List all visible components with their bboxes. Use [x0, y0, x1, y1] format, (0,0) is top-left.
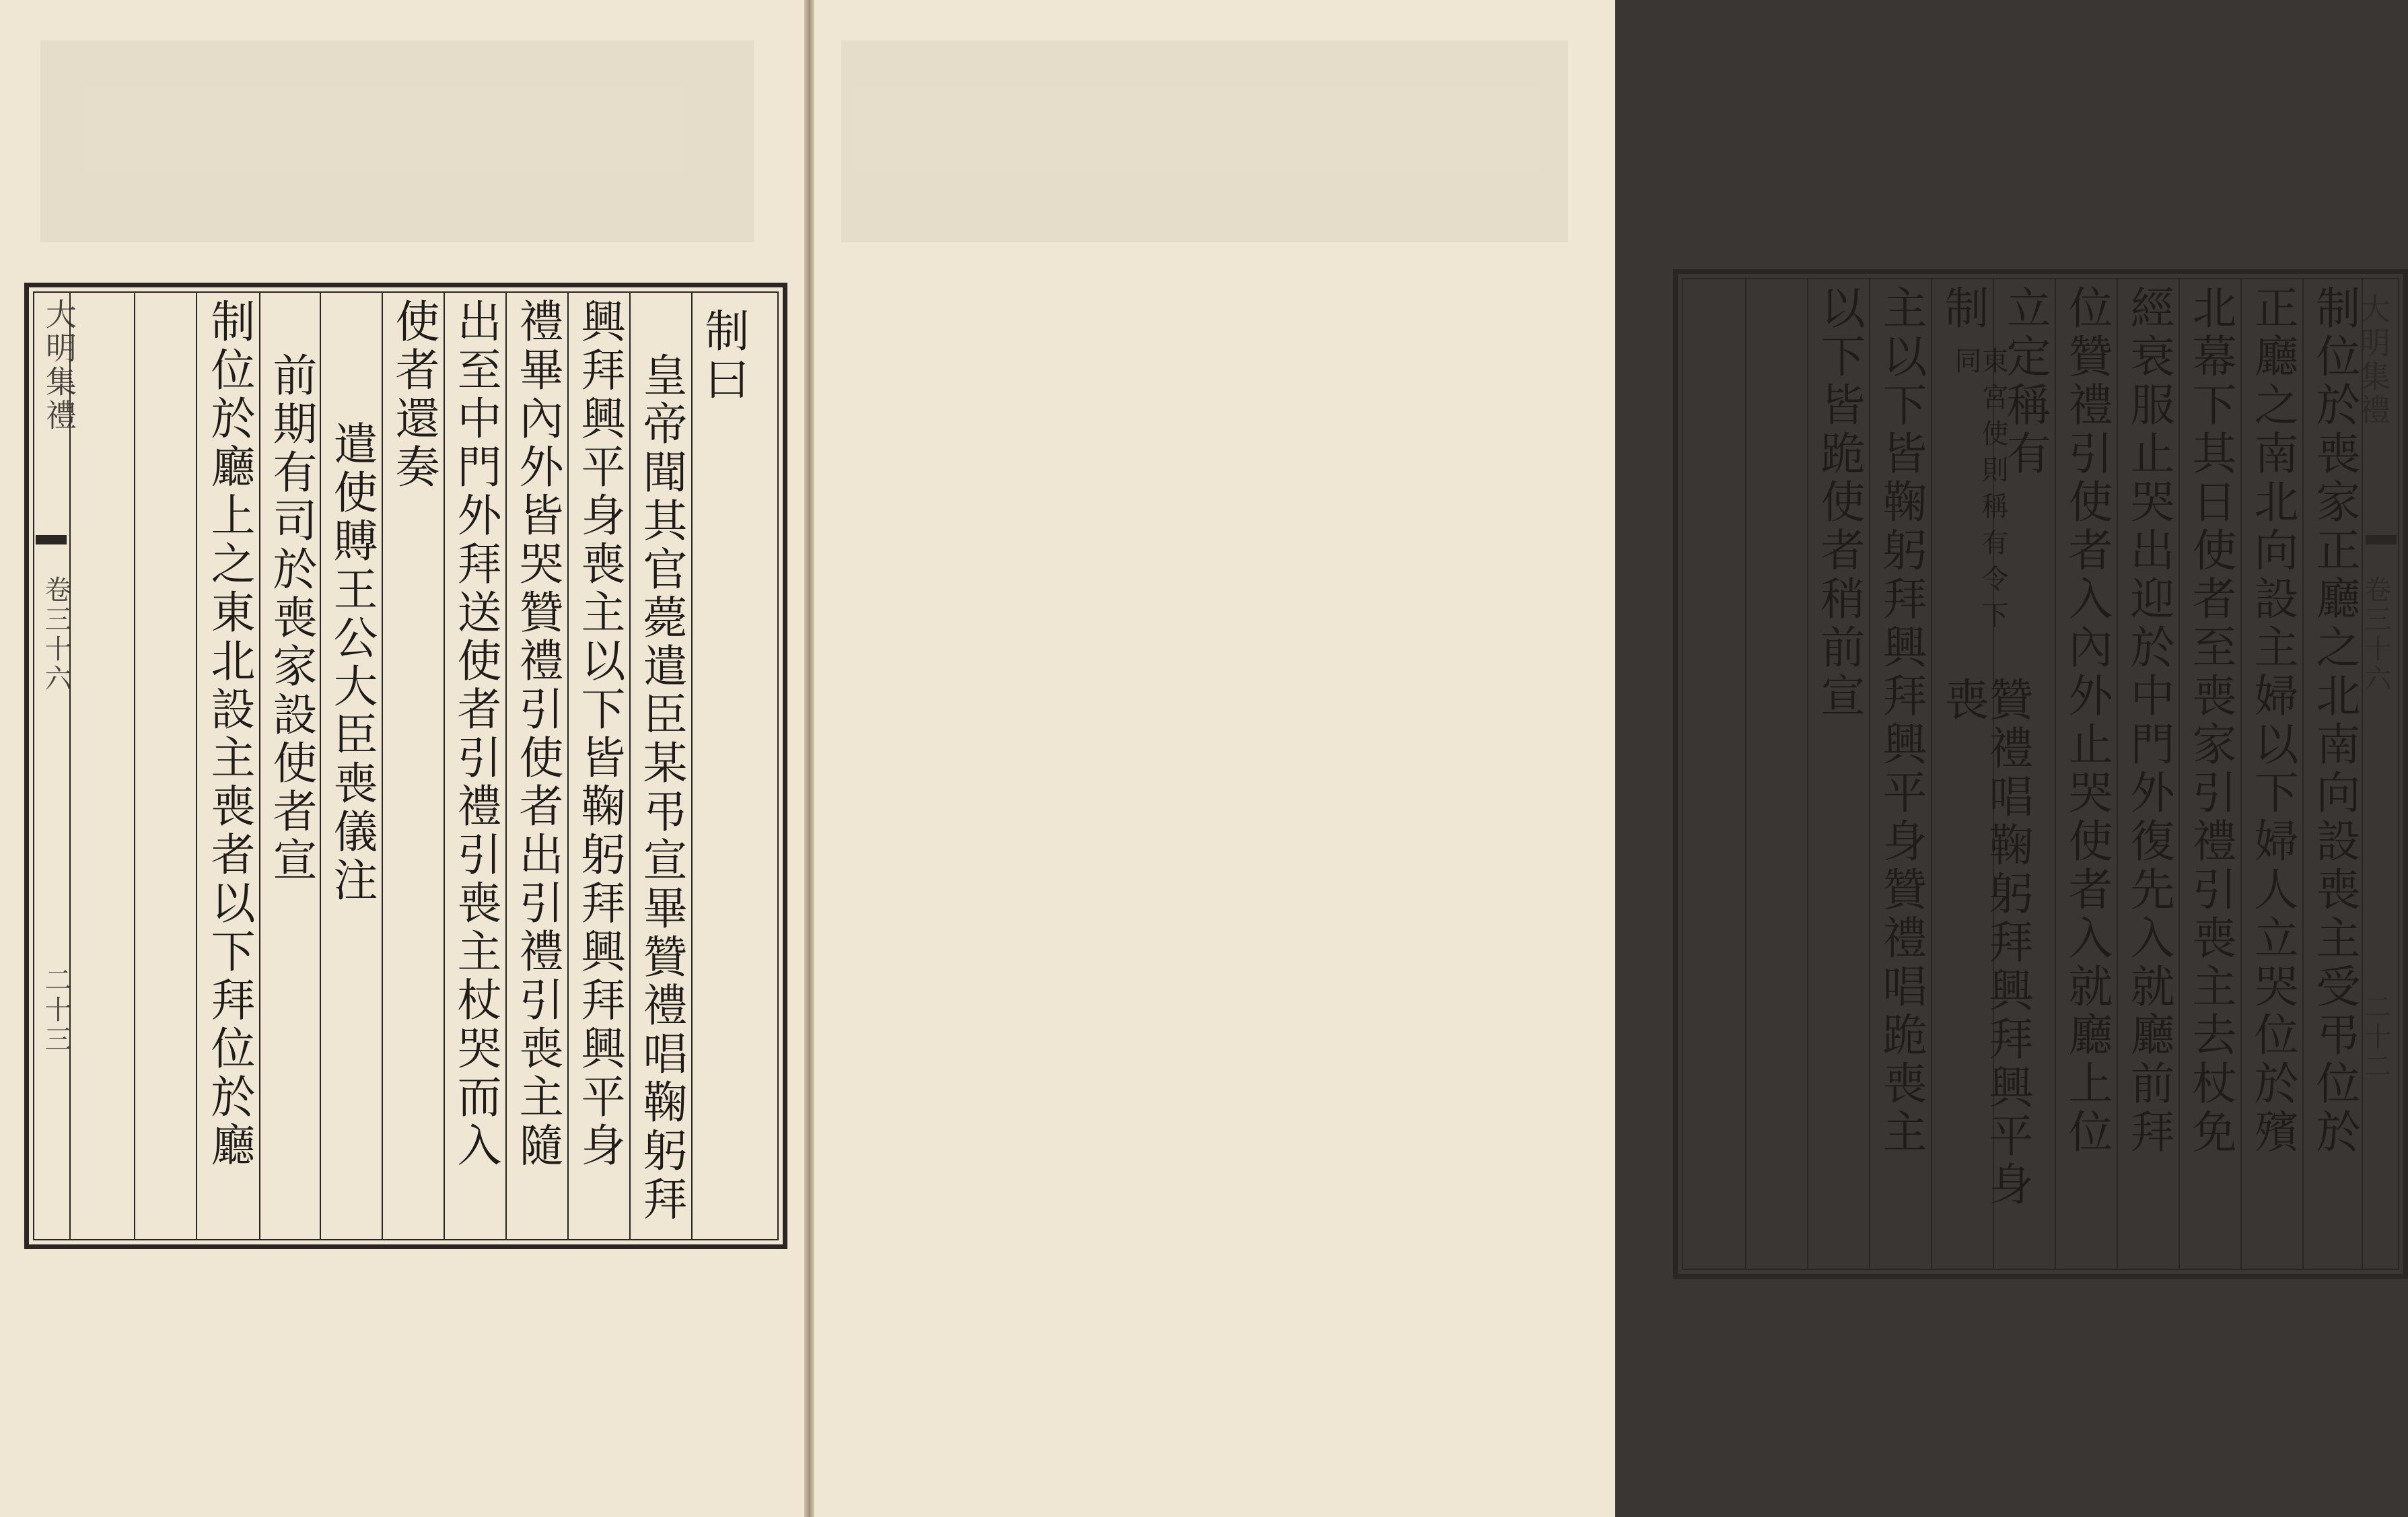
column-rule [567, 293, 569, 1239]
text-column-6: 立定稱有 [1999, 285, 2051, 479]
text-column-8: 主以下皆鞠躬拜興拜興平身贊禮唱跪喪主 [1875, 285, 1927, 1157]
text-column-3: 北幕下其日使者至喪家引禮引喪主去杖免 [2185, 285, 2236, 1157]
column-rule [259, 293, 260, 1239]
text-column-3: 興拜興平身喪主以下皆鞠躬拜興拜興平身 [573, 298, 625, 1170]
right-page [814, 0, 2391, 1517]
text-column-9: 以下皆跪使者稍前宣 [1813, 285, 1865, 721]
column-rule [2240, 279, 2242, 1269]
fishtail-mark [2366, 535, 2397, 544]
text-column-2: 皇帝聞其官薨遣臣某弔宣畢贊禮唱鞠躬拜 [635, 352, 687, 1224]
banxin-folio: 二十二 [2360, 993, 2391, 1082]
column-rule [2117, 279, 2118, 1269]
column-rule [1745, 279, 1746, 1269]
banxin-folio: 二十三 [40, 966, 71, 1055]
column-rule [2055, 279, 2056, 1269]
column-rule [1931, 279, 1932, 1269]
text-column-2: 正廳之南北向設主婦以下婦人立哭位於殯 [2246, 285, 2298, 1157]
fishtail-mark [36, 535, 67, 544]
book-gutter [804, 0, 814, 1517]
text-column-9: 制位於廳上之東北設主喪者以下拜位於廳 [203, 298, 255, 1170]
banxin-title: 大明集禮 [41, 298, 77, 433]
column-rule [691, 293, 693, 1239]
left-page [0, 0, 804, 1517]
right-print-frame [1673, 269, 2408, 1279]
column-rule [505, 293, 507, 1239]
column-rule [196, 293, 197, 1239]
text-column-1: 制曰 [697, 308, 749, 404]
interlinear-note: 東宮使則稱有令下同 [1950, 347, 2008, 637]
text-column-7-continued: 贊禮唱鞠躬拜興拜興平身喪 [1937, 676, 2033, 1209]
left-print-frame [24, 283, 787, 1249]
text-column-7: 遣使賻王公大臣喪儀注 [326, 421, 378, 905]
banxin-rule [69, 293, 71, 1239]
text-column-5: 出至中門外拜送使者引禮引喪主杖哭而入 [450, 298, 501, 1170]
column-rule [1807, 279, 1808, 1269]
banxin-juan: 卷三十六 [2360, 575, 2391, 694]
text-column-5: 位贊禮引使者入內外止哭使者入就廳上位 [2061, 285, 2113, 1157]
banxin-title: 大明集禮 [2355, 293, 2391, 427]
right-frame-inner-border [1682, 278, 2399, 1270]
column-rule [444, 293, 445, 1239]
bleed-through-shadow [40, 40, 754, 242]
text-column-6: 使者還奏 [388, 298, 439, 492]
text-column-4: 禮畢內外皆哭贊禮引使者出引禮引喪主隨 [511, 298, 563, 1170]
column-rule [382, 293, 383, 1239]
column-rule [629, 293, 631, 1239]
column-rule [2179, 279, 2180, 1269]
bleed-through-shadow [841, 40, 1568, 242]
left-frame-inner-border [33, 291, 779, 1240]
column-rule [320, 293, 321, 1239]
column-rule [2302, 279, 2304, 1269]
banxin-rule [2362, 279, 2363, 1269]
column-rule [134, 293, 135, 1239]
banxin-juan: 卷三十六 [40, 575, 71, 694]
text-column-7: 制 [1937, 285, 1989, 333]
text-column-1: 制位於喪家正廳之北南向設喪主受弔位於 [2308, 285, 2360, 1157]
text-column-8: 前期有司於喪家設使者宣 [265, 352, 317, 885]
column-rule [1869, 279, 1870, 1269]
text-column-4: 經衰服止哭出迎於中門外復先入就廳前拜 [2123, 285, 2174, 1157]
